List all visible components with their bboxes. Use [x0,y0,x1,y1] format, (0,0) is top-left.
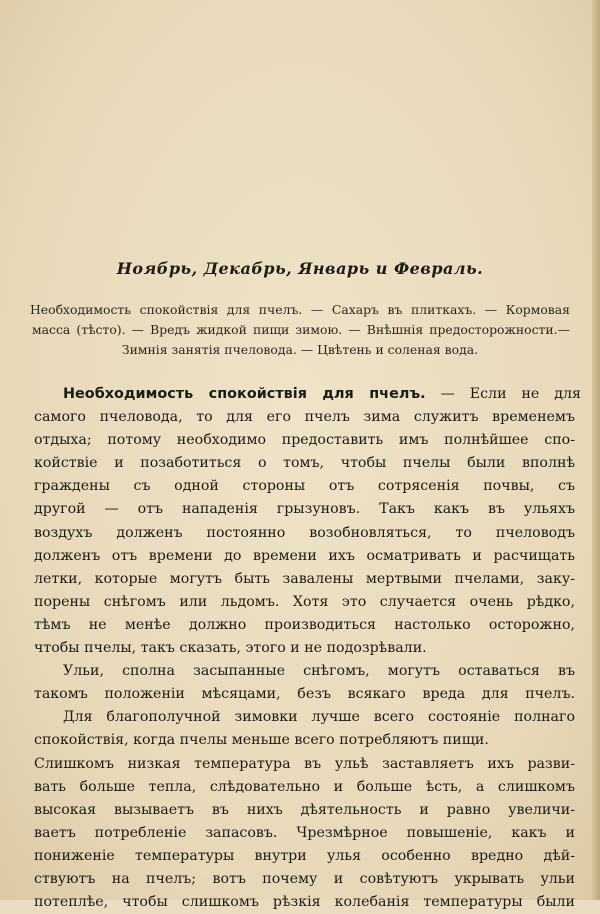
summary-line: масса (тѣсто). — Вредъ жидкой пищи зимою. — Внѣшнія предосторожности.— [32,322,570,337]
paragraph-line: тѣмъ не менѣе должно производиться настолько осторожно, [34,616,575,633]
page-edge [592,0,600,900]
paragraph-line: долженъ отъ времени до времени ихъ осматривать и расчищать [34,547,575,564]
paragraph-line: самого пчеловода, то для его пчелъ зима служитъ временемъ [34,409,575,426]
section-lead: Необходимость спокойствія для пчелъ. [63,386,426,402]
summary-line: Необходимость спокойствія для пчелъ. — Сахаръ въ плиткахъ. — Кормовая [30,302,570,317]
paragraph-line: отдыха; потому необходимо предоставить имъ полнѣйшее спо- [34,432,575,449]
paragraph-line: ваетъ потребленіе запасовъ. Чрезмѣрное повышеніе, какъ и [34,824,575,841]
paragraph-line: другой — отъ нападенія грызуновъ. Такъ какъ въ ульяхъ [34,501,575,518]
paragraph-line [63,383,581,406]
paragraph-line: Ульи, сполна засыпанные снѣгомъ, могутъ оставаться въ [63,663,575,680]
paragraph-line: потеплѣе, чтобы слишкомъ рѣзкія колебанія температуры были [34,894,575,911]
chapter-heading: Ноябрь, Декабрь, Январь и Февраль. [116,259,484,278]
paragraph-line: порены снѣгомъ или льдомъ. Хотя это случается очень рѣдко, [34,593,575,610]
paragraph-line: воздухъ долженъ постоянно возобновляться, то пчеловодъ [34,524,575,541]
paragraph-line: пониженіе температуры внутри улья особенно вредно дѣй- [34,847,575,864]
paragraph-line: Для благополучной зимовки лучше всего состояніе полнаго [63,709,575,726]
paragraph-line: ствуютъ на пчелъ; вотъ почему и совѣтуютъ укрывать ульи [34,870,575,887]
paragraph-line: такомъ положеніи мѣсяцами, безъ всякаго вреда для пчелъ. [34,686,575,703]
chapter-summary [30,300,570,360]
paragraph-line: летки, которые могутъ быть завалены мертвыми пчелами, заку- [34,570,575,587]
paragraph-line: чтобы пчелы, такъ сказать, этого и не подозрѣвали. [34,640,427,657]
paragraph-line: граждены съ одной стороны отъ сотрясенія почвы, съ [34,478,575,495]
paragraph-line: вать больше тепла, слѣдовательно и больше ѣсть, а слишкомъ [34,778,575,795]
summary-line: Зимнія занятія пчеловода. — Цвѣтень и соленая вода. [121,342,479,357]
paragraph-line: койствіе и позаботиться о томъ, чтобы пчелы были вполнѣ [34,455,575,472]
paragraph-line: спокойствія, когда пчелы меньше всего потребляютъ пищи. [34,732,489,749]
body-text [34,383,581,914]
paragraph-line-rest: — Если не для [425,386,581,402]
paragraph-line: высокая вызываетъ въ нихъ дѣятельность и равно увеличи- [34,801,575,818]
paragraph-line: Слишкомъ низкая температура въ ульѣ заставляетъ ихъ разви- [34,755,575,772]
